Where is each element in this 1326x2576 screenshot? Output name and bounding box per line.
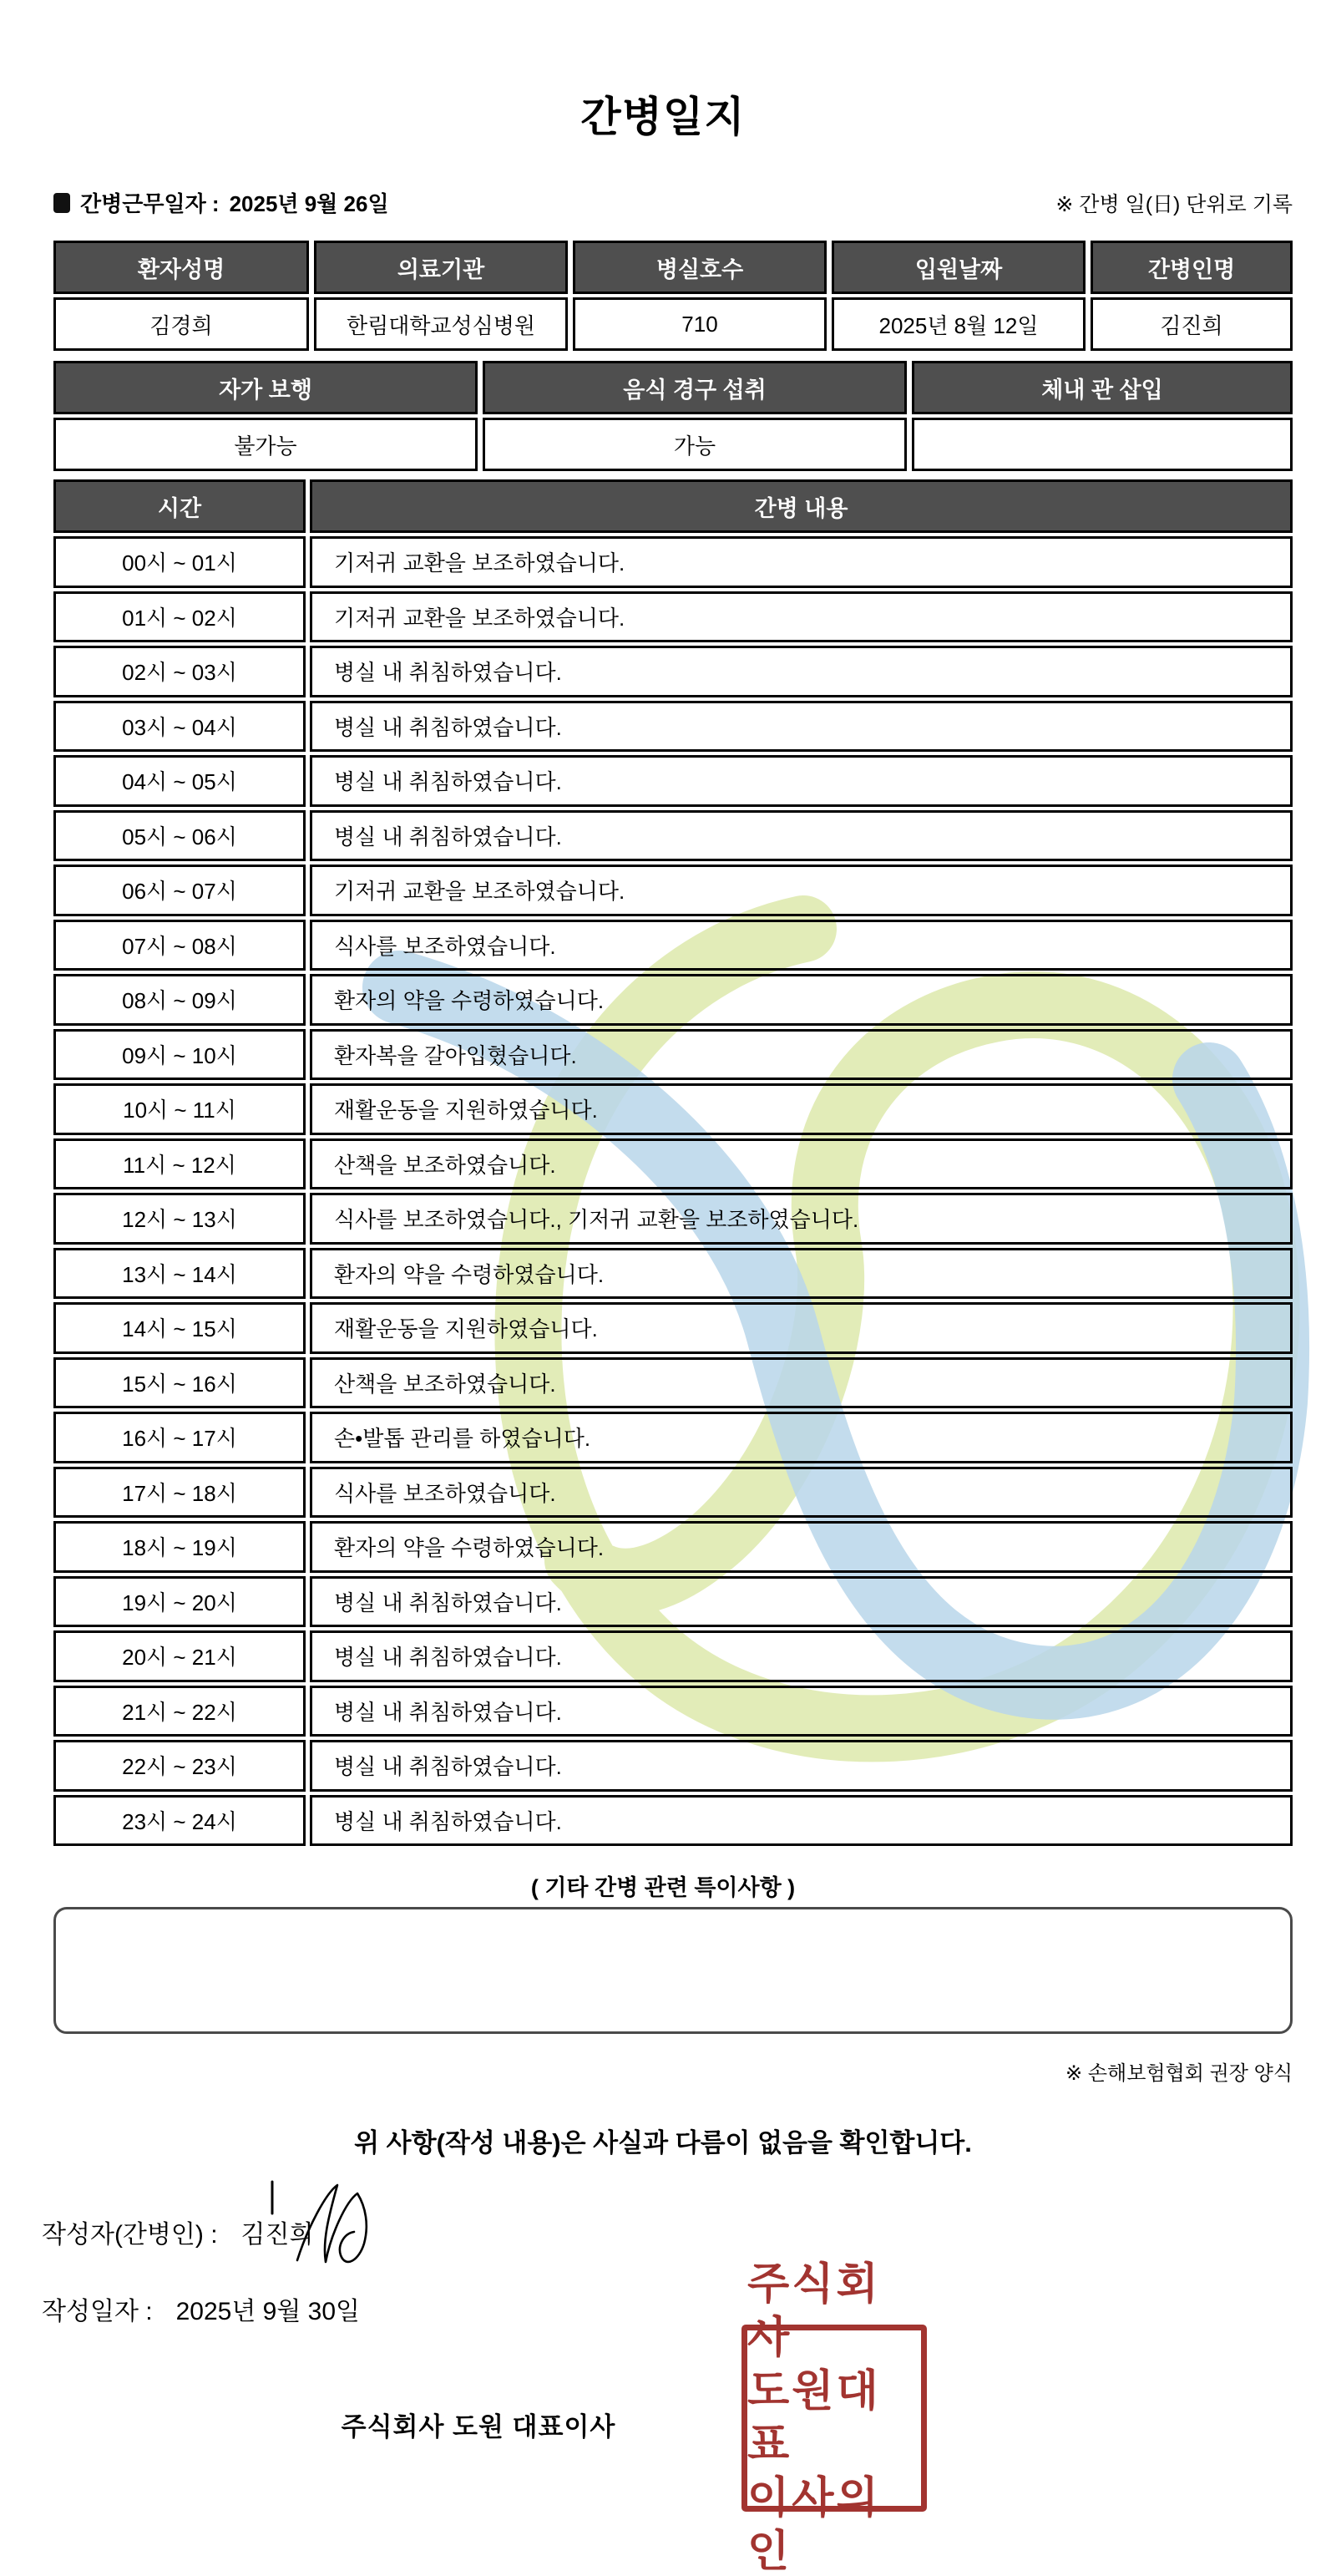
patient-name-value: 김경희	[53, 297, 309, 351]
care-row-content: 병실 내 취침하였습니다.	[310, 701, 1293, 753]
written-date-value: 2025년 9월 30일	[175, 2298, 360, 2325]
care-row-time: 05시 ~ 06시	[53, 810, 306, 862]
care-row-content: 산책을 보조하였습니다.	[310, 1357, 1293, 1409]
care-row-time: 20시 ~ 21시	[53, 1630, 306, 1682]
written-date-label: 작성일자 :	[42, 2298, 153, 2325]
care-row-content: 병실 내 취침하였습니다.	[310, 1740, 1293, 1792]
admission-date-header: 입원날짜	[832, 241, 1086, 294]
care-row-content: 병실 내 취침하였습니다.	[310, 1576, 1293, 1628]
care-row-content: 산책을 보조하였습니다.	[310, 1138, 1293, 1190]
notes-content-box	[53, 1907, 1293, 2034]
patient-status-table	[53, 361, 1293, 471]
care-row-content: 병실 내 취침하였습니다.	[310, 755, 1293, 807]
caregiver-name-header: 간병인명	[1091, 241, 1293, 294]
care-row-content: 병실 내 취침하였습니다.	[310, 1686, 1293, 1737]
work-date-label: 간병근무일자 :	[80, 191, 220, 216]
care-log-table	[53, 479, 1293, 1846]
care-row-content: 재활운동을 지원하였습니다.	[310, 1302, 1293, 1354]
hospital-header: 의료기관	[314, 241, 568, 294]
care-row-time: 10시 ~ 11시	[53, 1083, 306, 1135]
written-date-line	[42, 2290, 360, 2327]
care-row-time: 15시 ~ 16시	[53, 1357, 306, 1409]
care-row-content: 식사를 보조하였습니다., 기저귀 교환을 보조하였습니다.	[310, 1193, 1293, 1245]
patient-info-table	[53, 241, 1293, 351]
care-row-time: 19시 ~ 20시	[53, 1576, 306, 1628]
care-row-content: 병실 내 취침하였습니다.	[310, 810, 1293, 862]
care-row-time: 01시 ~ 02시	[53, 591, 306, 643]
work-date-value: 2025년 9월 26일	[229, 191, 389, 216]
care-row-content: 병실 내 취침하였습니다.	[310, 646, 1293, 697]
stamp-line: 도원대표	[747, 2367, 881, 2469]
stamp-line: 이사의인	[747, 2474, 881, 2576]
care-row-time: 18시 ~ 19시	[53, 1521, 306, 1573]
care-row-time: 13시 ~ 14시	[53, 1248, 306, 1300]
care-row-content: 환자의 약을 수령하였습니다.	[310, 1521, 1293, 1573]
care-row-time: 23시 ~ 24시	[53, 1795, 306, 1847]
care-row-content: 환자의 약을 수령하였습니다.	[310, 1248, 1293, 1300]
care-row-content: 손•발톱 관리를 하였습니다.	[310, 1412, 1293, 1463]
writer-name: 김진희	[240, 2221, 314, 2249]
room-number-header: 병실호수	[573, 241, 827, 294]
notes-section-heading: ( 기타 간병 관련 특이사항 )	[530, 1875, 796, 1900]
care-row-time: 09시 ~ 10시	[53, 1029, 306, 1081]
work-date-line	[53, 187, 389, 218]
confirmation-statement: 위 사항(작성 내용)은 사실과 다름이 없음을 확인합니다.	[354, 2128, 972, 2158]
care-row-content: 식사를 보조하였습니다.	[310, 920, 1293, 971]
bullet-square-icon	[53, 193, 70, 213]
company-representative-line: 주식회사 도원 대표이사	[341, 2412, 616, 2442]
stamp-line: 주식회사	[747, 2260, 881, 2362]
care-row-time: 08시 ~ 09시	[53, 974, 306, 1026]
care-row-content: 재활운동을 지원하였습니다.	[310, 1083, 1293, 1135]
corporate-seal-stamp	[741, 2260, 927, 2576]
form-recommendation-note: ※ 손해보험협회 권장 양식	[1065, 2062, 1293, 2085]
time-column-header: 시간	[53, 479, 306, 533]
room-number-value: 710	[573, 297, 827, 351]
patient-name-header: 환자성명	[53, 241, 309, 294]
care-row-time: 14시 ~ 15시	[53, 1302, 306, 1354]
care-row-time: 06시 ~ 07시	[53, 865, 306, 916]
care-row-time: 12시 ~ 13시	[53, 1193, 306, 1245]
caregiver-name-value: 김진희	[1091, 297, 1293, 351]
care-row-time: 04시 ~ 05시	[53, 755, 306, 807]
care-row-content: 병실 내 취침하였습니다.	[310, 1630, 1293, 1682]
self-walking-header: 자가 보행	[53, 361, 478, 414]
caregiver-signature	[266, 2178, 382, 2270]
care-row-content: 병실 내 취침하였습니다.	[310, 1795, 1293, 1847]
oral-intake-header: 음식 경구 섭취	[483, 361, 907, 414]
care-row-time: 02시 ~ 03시	[53, 646, 306, 697]
care-row-content: 기저귀 교환을 보조하였습니다.	[310, 591, 1293, 643]
tube-insertion-header: 체내 관 삽입	[912, 361, 1293, 414]
care-row-time: 22시 ~ 23시	[53, 1740, 306, 1792]
care-row-time: 21시 ~ 22시	[53, 1686, 306, 1737]
page-title: 간병일지	[580, 94, 746, 140]
self-walking-value: 불가능	[53, 418, 478, 471]
care-row-time: 07시 ~ 08시	[53, 920, 306, 971]
care-row-time: 03시 ~ 04시	[53, 701, 306, 753]
hospital-value: 한림대학교성심병원	[314, 297, 568, 351]
care-row-time: 11시 ~ 12시	[53, 1138, 306, 1190]
care-row-content: 환자복을 갈아입혔습니다.	[310, 1029, 1293, 1081]
unit-note: ※ 간병 일(日) 단위로 기록	[1055, 192, 1293, 216]
care-row-time: 16시 ~ 17시	[53, 1412, 306, 1463]
admission-date-value: 2025년 8월 12일	[832, 297, 1086, 351]
writer-label: 작성자(간병인) :	[42, 2221, 218, 2249]
care-row-content: 환자의 약을 수령하였습니다.	[310, 974, 1293, 1026]
care-content-column-header: 간병 내용	[310, 479, 1293, 533]
care-row-content: 식사를 보조하였습니다.	[310, 1467, 1293, 1519]
care-row-time: 17시 ~ 18시	[53, 1467, 306, 1519]
tube-insertion-value	[912, 418, 1293, 471]
care-row-content: 기저귀 교환을 보조하였습니다.	[310, 536, 1293, 588]
meta-row	[53, 187, 1293, 218]
care-row-content: 기저귀 교환을 보조하였습니다.	[310, 865, 1293, 916]
oral-intake-value: 가능	[483, 418, 907, 471]
care-row-time: 00시 ~ 01시	[53, 536, 306, 588]
